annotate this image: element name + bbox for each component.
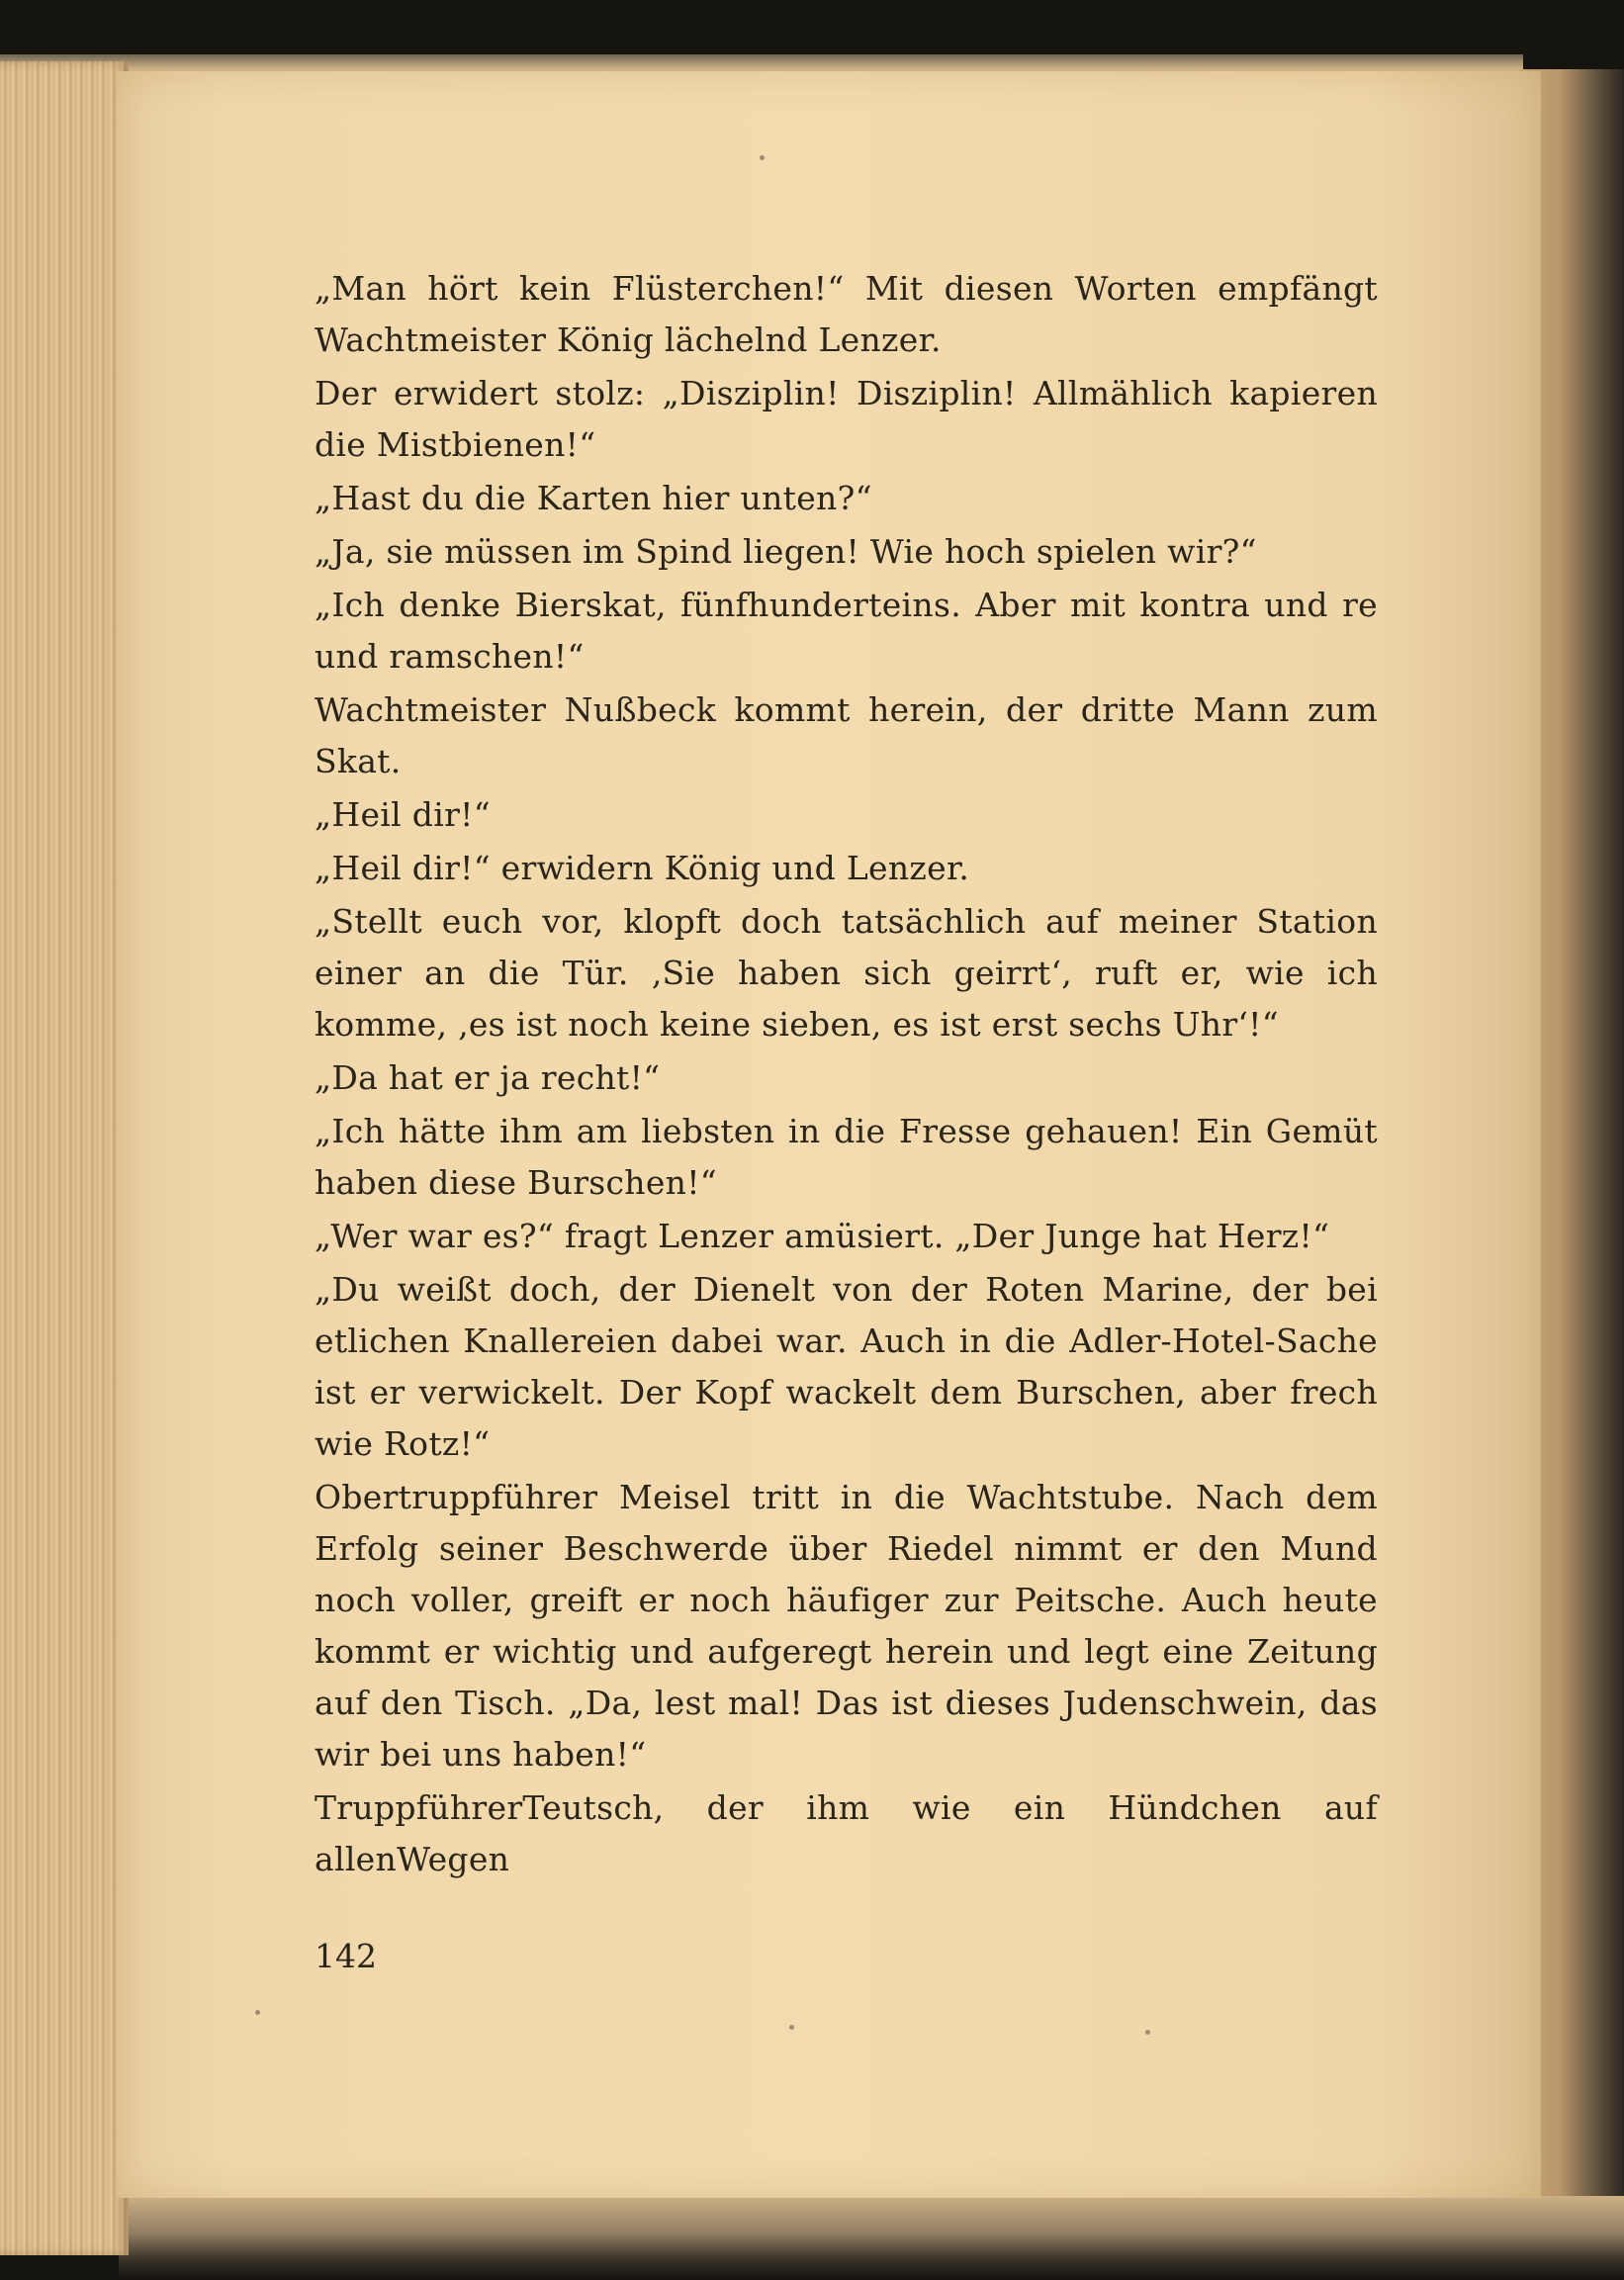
paper-speck [255,2010,260,2015]
paper-speck [1145,2030,1150,2035]
paragraph: „Wer war es?“ fragt Lenzer amüsiert. „Der Junge hat Herz!“ [315,1217,1330,1255]
paragraph: „Man hört kein Flüsterchen!“ Mit diesen Worten empfängt Wachtmeister König lächelnd Lenzer. [315,269,1378,359]
paper-speck [789,2025,794,2030]
page-number: 142 [315,1937,377,1975]
paper-speck [760,155,765,160]
stacked-page-edges [0,61,129,2255]
paragraph: „Hast du die Karten hier unten?“ [315,479,872,517]
page-text [315,263,1378,1885]
paragraph: „Du weißt doch, der Dienelt von der Roten Marine, der bei etlichen Knallereien dabei war. Auch in die Adler-Hotel-Sache ist er verwickelt. Der Kopf wackelt dem Burschen, aber frech wie Rotz!“ [315,1270,1378,1463]
paragraph: Der erwidert stolz: „Disziplin! Disziplin! Allmählich kapieren die Mistbienen!“ [315,374,1378,464]
paragraph: „Stellt euch vor, klopft doch tatsächlich auf meiner Station einer an die Tür. ‚Sie haben sich geirrt‘, ruft er, wie ich komme, ‚es ist noch keine sieben, es ist erst sechs Uhr‘!“ [315,902,1378,1044]
book-cover-bottom [119,2196,1624,2280]
paragraph: „Da hat er ja recht!“ [315,1058,661,1097]
paragraph: „Heil dir!“ erwidern König und Lenzer. [315,849,970,887]
paragraph: „Ich denke Bierskat, fünfhunderteins. Aber mit kontra und re und ramschen!“ [315,586,1378,676]
paragraph: „Heil dir!“ [315,795,491,834]
paragraph: „Ich hätte ihm am liebsten in die Fresse gehauen! Ein Gemüt haben diese Burschen!“ [315,1112,1378,1202]
paragraph: Wachtmeister Nußbeck kommt herein, der dritte Mann zum Skat. [315,690,1378,780]
paragraph: Obertruppführer Meisel tritt in die Wachtstube. Nach dem Erfolg seiner Beschwerde über Riedel nimmt er den Mund noch voller, greift er noch häufiger zur Peitsche. Auch heute kommt er wichtig und aufgeregt herein und legt eine Zeitung auf den Tisch. „Da, lest mal! Das ist dieses Judenschwein, das wir bei uns haben!“ [315,1478,1378,1774]
paragraph: „Ja, sie müssen im Spind liegen! Wie hoch spielen wir?“ [315,532,1257,571]
paragraph: TruppführerTeutsch, der ihm wie ein Hündchen auf allenWegen [315,1788,1378,1878]
